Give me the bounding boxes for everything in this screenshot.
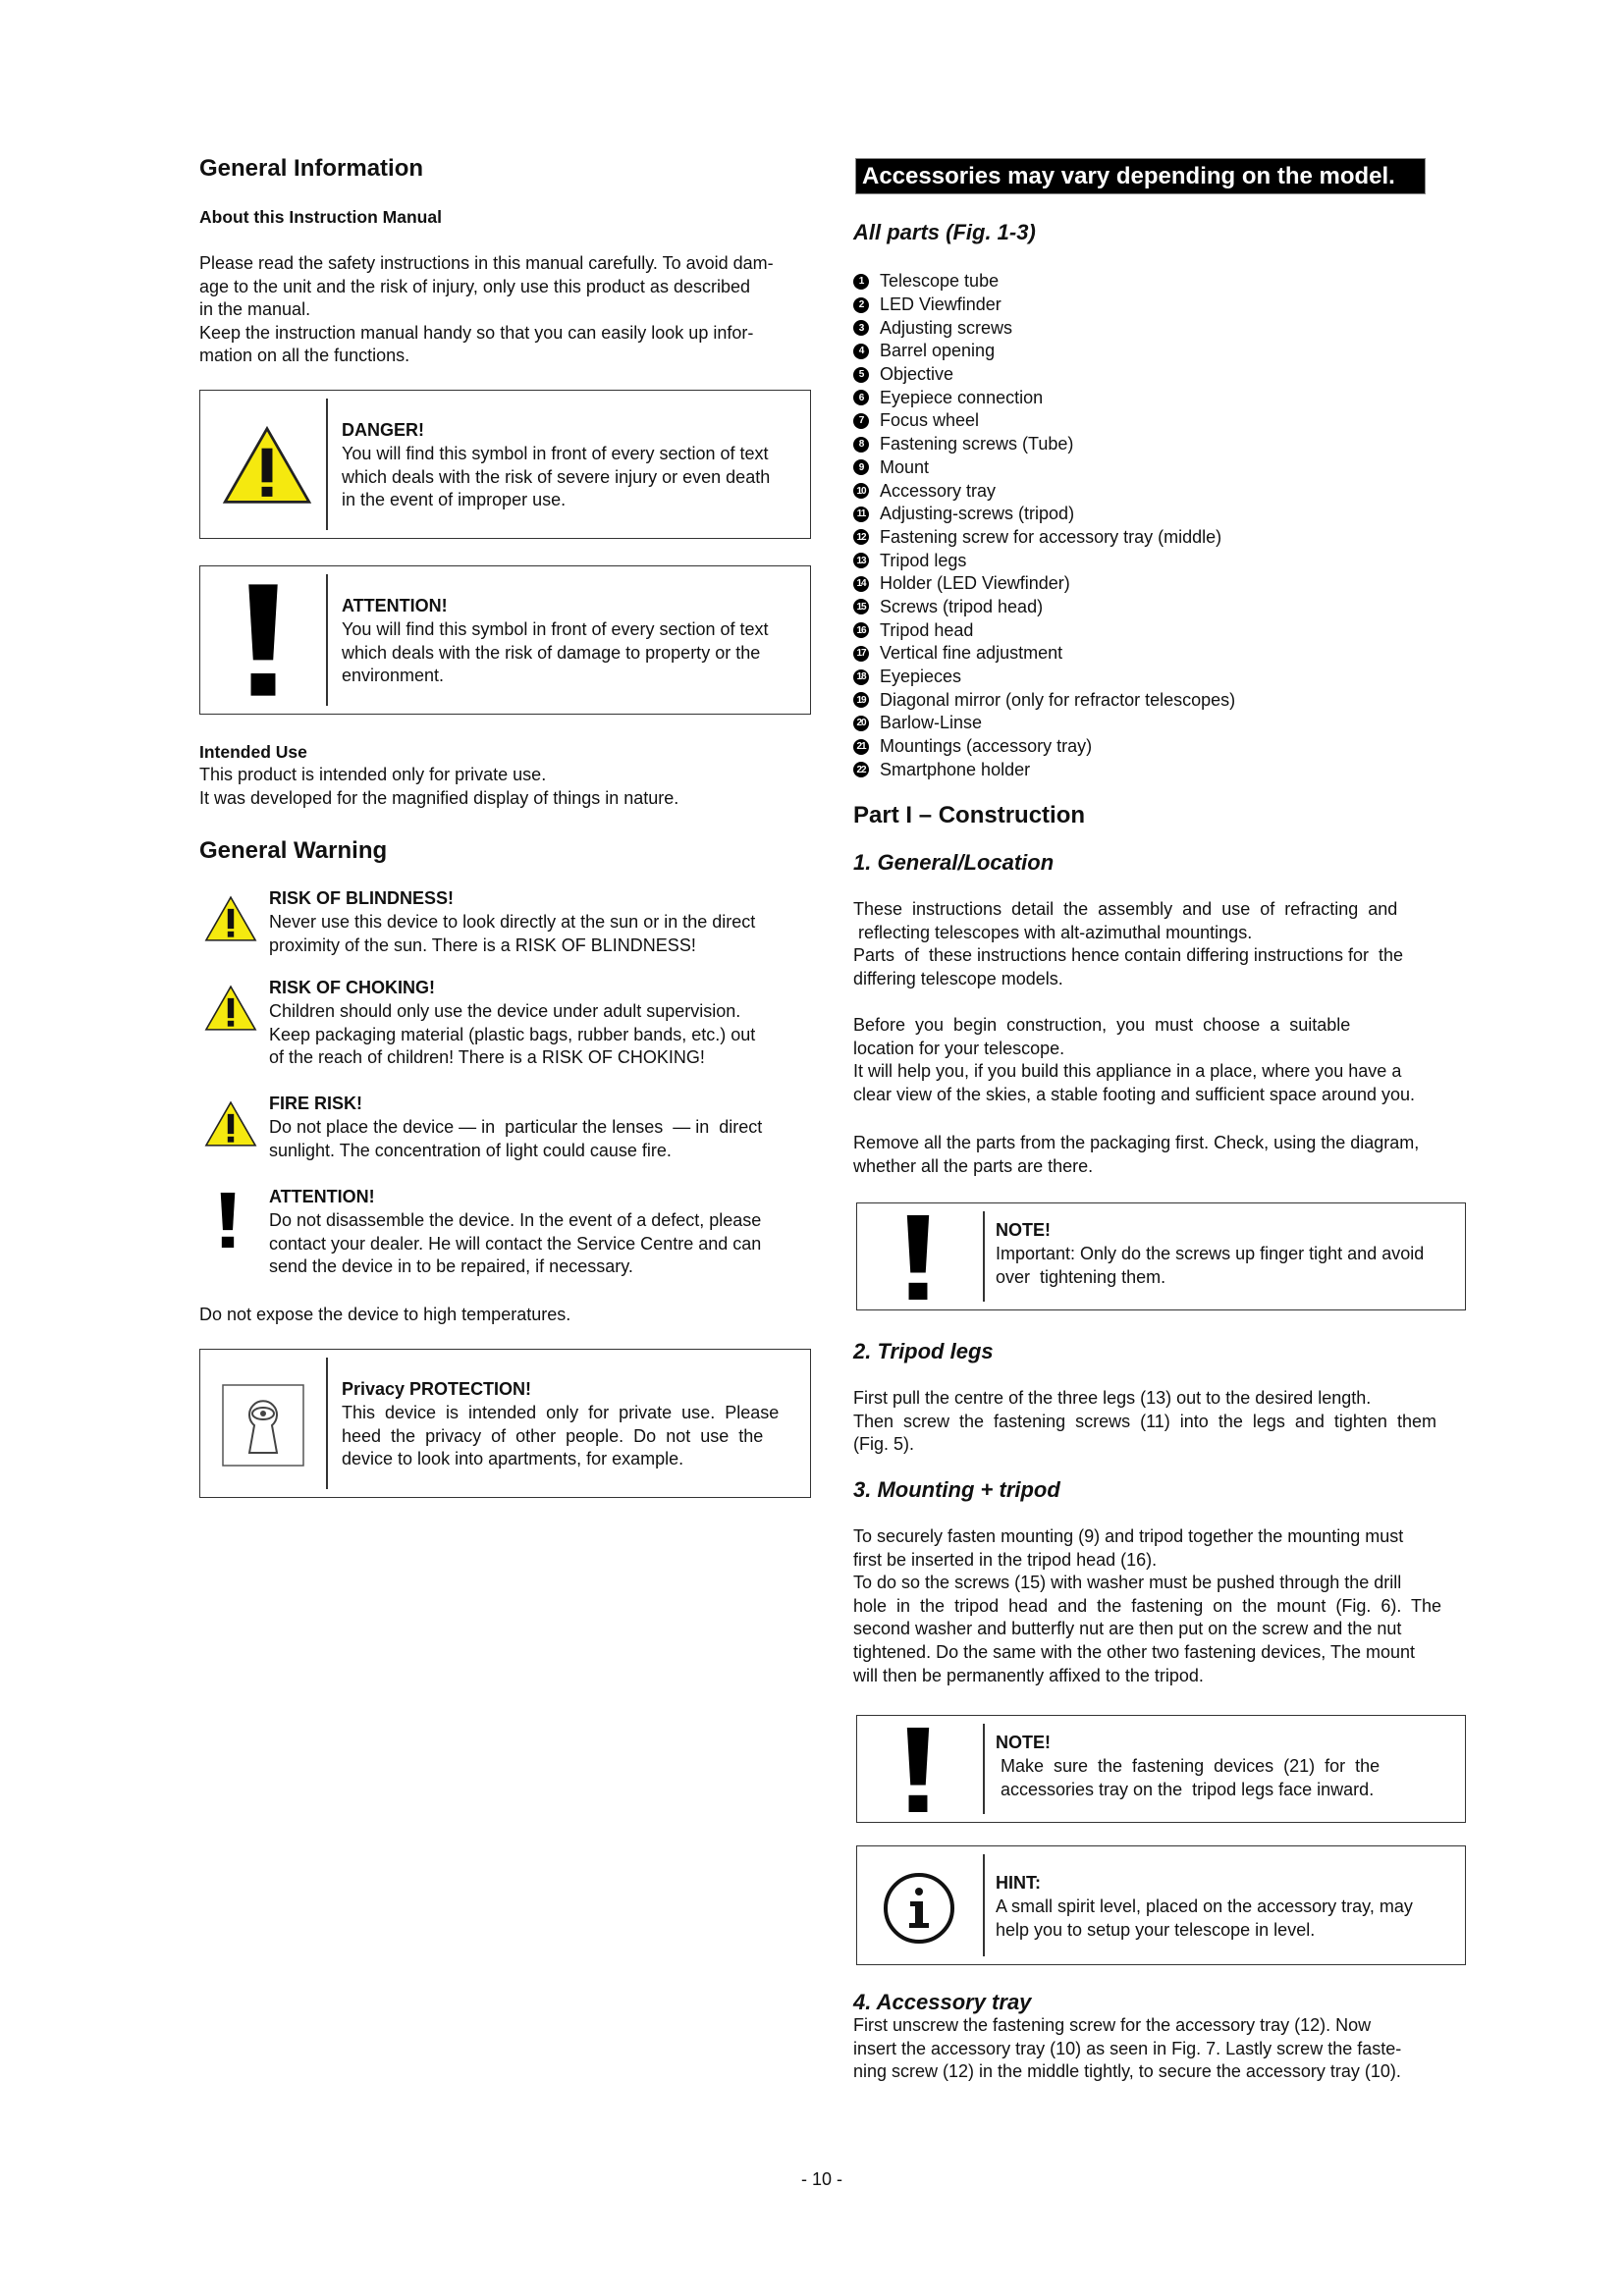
about-heading: About this Instruction Manual [199,207,442,227]
section-2-paragraph [853,1387,1436,1457]
numbered-circle-icon: 4 [853,344,869,359]
text-line: send the device in to be repaired, if necessary. [269,1256,633,1277]
text-line: Never use this device to look directly at the sun or in the direct [269,912,756,932]
numbered-circle-icon: 21 [853,739,869,755]
temperature-text: Do not expose the device to high temperatures. [199,1305,571,1324]
text-line: age to the unit and the risk of injury, only use this product as described [199,276,750,296]
text-line: It was developed for the magnified display of things in nature. [199,787,679,808]
section-1-paragraph-3 [853,1132,1419,1178]
text-line: Then screw the fastening screws (11) into the legs and tighten them [853,1411,1436,1431]
parts-list-item [853,526,1235,550]
danger-title: DANGER! [342,420,424,440]
parts-list-item [853,758,1235,781]
text-line: proximity of the sun. There is a RISK OF BLINDNESS! [269,934,696,955]
numbered-circle-icon: 18 [853,669,869,685]
text-line: You will find this symbol in front of every section of text [342,444,769,463]
part-label: Screws (tripod head) [880,596,1044,616]
warning-text [269,1000,755,1070]
intended-use-heading: Intended Use [199,742,307,762]
numbered-circle-icon: 16 [853,622,869,638]
text-line: help you to setup your telescope in level. [996,1919,1316,1940]
exclamation-icon [904,1728,932,1812]
text-line: A small spirit level, placed on the accessory tray, may [996,1896,1413,1916]
text-line: ning screw (12) in the middle tightly, to secure the accessory tray (10). [853,2061,1401,2082]
note-box-screws [856,1202,1466,1310]
text-line: first be inserted in the tripod head (16). [853,1549,1158,1570]
note-box-fastening [856,1715,1466,1823]
text-line: clear view of the skies, a stable footing and sufficient space around you. [853,1084,1416,1104]
text-line: which deals with the risk of severe injury or even death [342,466,771,487]
warning-text [269,1209,761,1279]
section-1-paragraph-2 [853,1014,1415,1106]
parts-list-item [853,712,1235,735]
text-line: This product is intended only for private use. [199,765,547,784]
part-label: Telescope tube [880,271,1000,292]
text-line: mation on all the functions. [199,346,410,366]
part-label: Adjusting-screws (tripod) [880,504,1075,524]
text-line: sunlight. The concentration of light could cause fire. [269,1140,672,1160]
numbered-circle-icon: 13 [853,553,869,568]
text-line: Please read the safety instructions in this manual carefully. To avoid dam- [199,253,774,273]
part-label: Diagonal mirror (only for refractor telescopes) [880,689,1236,710]
numbered-circle-icon: 2 [853,297,869,313]
intended-use-text [199,764,678,810]
text-line: To do so the screws (15) with washer must be pushed through the drill [853,1573,1402,1593]
numbered-circle-icon: 3 [853,320,869,336]
privacy-box [199,1349,811,1498]
parts-list-item [853,688,1235,712]
accessories-banner: Accessories may vary depending on the model. [855,158,1426,194]
warning-text [269,1116,762,1162]
text-line: second washer and butterfly nut are then put on the screw and the nut [853,1619,1402,1639]
parts-list-item [853,503,1235,526]
part-label: LED Viewfinder [880,294,1001,315]
section-2-title: 2. Tripod legs [853,1339,994,1363]
part-label: Objective [880,364,954,385]
text-line: You will find this symbol in front of every section of text [342,619,769,639]
warning-triangle-icon [199,985,262,1032]
warning-text [269,911,755,957]
part-label: Holder (LED Viewfinder) [880,573,1070,594]
text-line: insert the accessory tray (10) as seen in Fig. 7. Lastly screw the faste- [853,2038,1402,2058]
parts-list-item [853,316,1235,340]
parts-list-item [853,294,1235,317]
part-label: Accessory tray [880,480,997,501]
numbered-circle-icon: 12 [853,529,869,545]
text-line: Do not disassemble the device. In the event of a defect, please [269,1210,762,1230]
section-title-general-information: General Information [199,155,424,182]
text-line: Make sure the fastening devices (21) for the [996,1756,1380,1776]
parts-list-item [853,409,1235,433]
privacy-title: Privacy PROTECTION! [342,1379,532,1399]
text-line: over tightening them. [996,1266,1166,1287]
text-line: Parts of these instructions hence contain differing instructions for the [853,945,1403,966]
exclamation-icon [246,584,280,696]
parts-list-item [853,596,1235,619]
parts-list-item [853,456,1235,480]
numbered-circle-icon: 22 [853,762,869,777]
parts-list-item [853,666,1235,689]
privacy-keyhole-icon [222,1384,304,1467]
parts-list-item [853,433,1235,456]
numbered-circle-icon: 20 [853,716,869,731]
note-title: NOTE! [996,1733,1051,1752]
warning-title: RISK OF BLINDNESS! [269,888,455,908]
text-line: contact your dealer. He will contact the Service Centre and can [269,1233,762,1254]
part-label: Eyepieces [880,667,962,687]
text-line: location for your telescope. [853,1038,1065,1058]
text-line: Remove all the parts from the packaging first. Check, using the diagram, [853,1133,1420,1152]
warning-triangle-icon [199,1100,262,1148]
danger-text [342,443,770,512]
text-line: First unscrew the fastening screw for the accessory tray (12). Now [853,2015,1372,2035]
warning-title: RISK OF CHOKING! [269,978,435,997]
part-label: Tripod legs [880,550,967,570]
parts-list-item [853,386,1235,409]
text-line: hole in the tripod head and the fastening on the mount (Fig. 6). The [853,1595,1442,1616]
note-text [996,1755,1380,1801]
parts-list-item [853,479,1235,503]
part-label: Tripod head [880,619,974,640]
text-line: First pull the centre of the three legs (13) out to the desired length. [853,1388,1372,1408]
text-line: Keep packaging material (plastic bags, rubber bands, etc.) out [269,1024,756,1044]
hint-text [996,1896,1413,1942]
danger-box [199,390,811,539]
part-label: Barrel opening [880,341,996,361]
all-parts-title: All parts (Fig. 1-3) [853,220,1036,244]
warning-triangle-icon [218,425,316,506]
section-1-title: 1. General/Location [853,850,1055,875]
text-line: environment. [342,666,445,686]
text-line: To securely fasten mounting (9) and tripod together the mounting must [853,1526,1404,1546]
text-line: device to look into apartments, for example. [342,1449,684,1469]
parts-list-item [853,340,1235,363]
text-line: Before you begin construction, you must choose a suitable [853,1015,1351,1035]
part-label: Vertical fine adjustment [880,643,1063,664]
text-line: Do not place the device — in particular the lenses — in direct [269,1117,763,1137]
part-label: Barlow-Linse [880,713,983,733]
part-label: Eyepiece connection [880,387,1044,407]
parts-list-item [853,618,1235,642]
text-line: tightened. Do the same with the other two fastening devices, The mount [853,1641,1416,1662]
text-line: This device is intended only for private use. Please [342,1403,780,1422]
numbered-circle-icon: 17 [853,646,869,662]
exclamation-icon [219,1193,237,1248]
text-line: of the reach of children! There is a RISK OF CHOKING! [269,1047,705,1068]
section-4-paragraph [853,2014,1401,2084]
text-line: heed the privacy of other people. Do not use the [342,1425,764,1446]
parts-list-item [853,270,1235,294]
numbered-circle-icon: 8 [853,437,869,453]
hint-title: HINT: [996,1873,1041,1893]
numbered-circle-icon: 6 [853,390,869,405]
page-number: - 10 - [801,2169,843,2189]
part-label: Fastening screw for accessory tray (middle) [880,526,1222,547]
text-line: whether all the parts are there. [853,1155,1094,1176]
parts-list-item [853,363,1235,387]
numbered-circle-icon: 15 [853,599,869,614]
privacy-text [342,1402,779,1471]
text-line: which deals with the risk of damage to property or the [342,642,761,663]
section-1-paragraph-1 [853,898,1403,990]
text-line: accessories tray on the tripod legs face inward. [996,1779,1375,1799]
section-3-title: 3. Mounting + tripod [853,1477,1060,1502]
numbered-circle-icon: 14 [853,576,869,592]
text-line: will then be permanently affixed to the tripod. [853,1665,1204,1685]
attention-box-title: ATTENTION! [342,596,448,615]
warning-triangle-icon [199,895,262,942]
info-icon [883,1872,955,1945]
numbered-circle-icon: 19 [853,692,869,708]
part-label: Smartphone holder [880,759,1031,779]
section-4-title: 4. Accessory tray [853,1990,1032,2014]
about-text [199,252,774,368]
section-3-paragraph [853,1525,1441,1687]
numbered-circle-icon: 11 [853,507,869,522]
numbered-circle-icon: 7 [853,413,869,429]
part-label: Mount [880,456,930,477]
text-line: reflecting telescopes with alt-azimuthal mountings. [853,922,1253,942]
parts-list-item [853,572,1235,596]
part-label: Adjusting screws [880,317,1013,338]
part-label: Fastening screws (Tube) [880,434,1074,454]
exclamation-icon [904,1215,932,1300]
part-label: Focus wheel [880,410,980,431]
attention-box-text [342,618,769,688]
parts-list [853,270,1235,781]
section-title-general-warning: General Warning [199,837,388,864]
note-text [996,1243,1424,1289]
attention-box [199,565,811,715]
parts-list-item [853,549,1235,572]
text-line: in the manual. [199,299,311,320]
text-line: in the event of improper use. [342,490,567,510]
text-line: These instructions detail the assembly and use of refracting and [853,899,1398,919]
text-line: Important: Only do the screws up finger tight and avoid [996,1244,1425,1263]
part-one-title: Part I – Construction [853,802,1086,828]
part-label: Mountings (accessory tray) [880,736,1093,757]
parts-list-item [853,642,1235,666]
numbered-circle-icon: 5 [853,367,869,383]
warning-title: ATTENTION! [269,1187,375,1206]
warning-title: FIRE RISK! [269,1094,363,1113]
numbered-circle-icon: 1 [853,274,869,290]
text-line: Children should only use the device under adult supervision. [269,1001,741,1021]
note-title: NOTE! [996,1220,1051,1240]
numbered-circle-icon: 9 [853,459,869,475]
text-line: Keep the instruction manual handy so that you can easily look up infor- [199,322,754,343]
parts-list-item [853,735,1235,759]
hint-box [856,1845,1466,1965]
text-line: It will help you, if you build this appliance in a place, where you have a [853,1061,1402,1082]
text-line: (Fig. 5). [853,1434,915,1455]
text-line: differing telescope models. [853,968,1063,988]
numbered-circle-icon: 10 [853,483,869,499]
